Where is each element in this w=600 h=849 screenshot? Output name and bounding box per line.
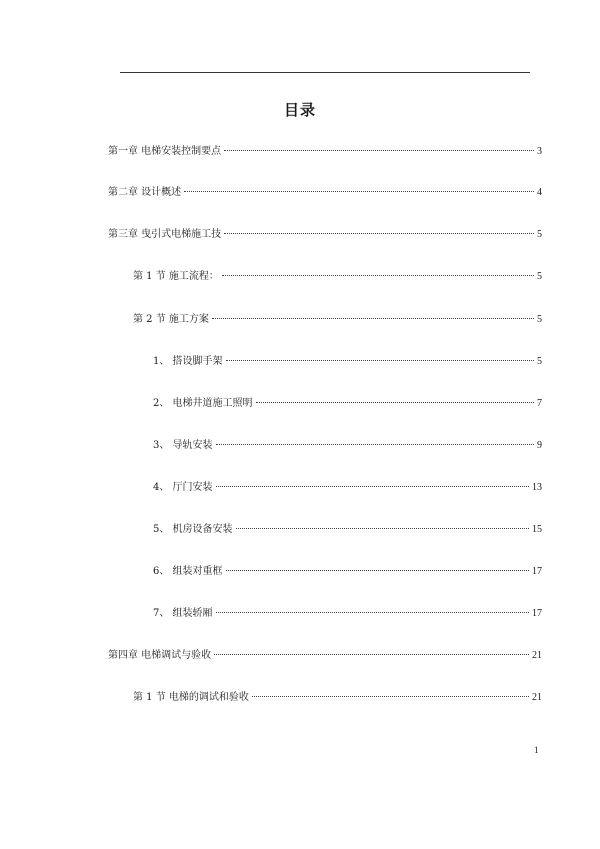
toc-entry-chapter-3[interactable] — [108, 228, 542, 242]
toc-entry-chapter-2[interactable] — [108, 186, 542, 200]
toc-entry-label: 第二章 设计概述 — [108, 187, 182, 198]
dot-leader — [216, 612, 529, 613]
toc-entry-label: 3、 导轨安装 — [153, 440, 213, 451]
toc-entry-section-4-1[interactable] — [133, 691, 542, 705]
toc-entry-page: 5 — [537, 271, 542, 282]
dot-leader — [236, 528, 529, 529]
page-title: 目录 — [283, 101, 316, 119]
toc-entry-label: 第 1 节 施工流程： — [133, 271, 219, 282]
toc-entry-label: 2、 电梯井道施工照明 — [153, 398, 253, 409]
dot-leader — [222, 275, 534, 276]
toc-entry-page: 17 — [532, 566, 542, 577]
dot-leader — [184, 191, 534, 192]
toc-entry-section-3-2[interactable] — [133, 313, 542, 327]
toc-entry-item-6[interactable] — [153, 565, 542, 579]
dot-leader — [226, 570, 529, 571]
toc-entry-label: 第三章 曳引式电梯施工技 — [108, 229, 222, 240]
toc-entry-page: 13 — [532, 482, 542, 493]
toc-entry-label: 第 2 节 施工方案 — [133, 314, 209, 325]
dot-leader — [214, 654, 529, 655]
toc-entry-item-4[interactable] — [153, 481, 542, 495]
toc-entry-page: 5 — [537, 229, 542, 240]
toc-entry-page: 21 — [532, 692, 542, 703]
toc-entry-label: 第四章 电梯调试与验收 — [108, 650, 212, 661]
toc-entry-label: 5、 机房设备安装 — [153, 524, 233, 535]
toc-entry-item-3[interactable] — [153, 439, 542, 453]
toc-entry-label: 7、 组装轿厢 — [153, 608, 213, 619]
dot-leader — [224, 150, 534, 151]
dot-leader — [252, 696, 529, 697]
toc-entry-item-2[interactable] — [153, 397, 542, 411]
toc-entry-item-1[interactable] — [153, 355, 542, 369]
toc-entry-page: 4 — [537, 187, 542, 198]
toc-entry-chapter-4[interactable] — [108, 649, 542, 663]
toc-entry-item-5[interactable] — [153, 523, 542, 537]
toc-entry-page: 3 — [537, 146, 542, 157]
dot-leader — [256, 402, 534, 403]
toc-entry-item-7[interactable] — [153, 607, 542, 621]
toc-entry-label: 第 1 节 电梯的调试和验收 — [133, 692, 249, 703]
toc-entry-section-3-1[interactable] — [133, 270, 542, 284]
dot-leader — [226, 360, 534, 361]
dot-leader — [216, 444, 534, 445]
dot-leader — [216, 486, 529, 487]
toc-entry-page: 5 — [537, 314, 542, 325]
toc-entry-label: 1、 搭设脚手架 — [153, 356, 223, 367]
toc-entry-label: 6、 组装对重框 — [153, 566, 223, 577]
toc-entry-label: 第一章 电梯安装控制要点 — [108, 146, 222, 157]
toc-entry-chapter-1[interactable] — [108, 145, 542, 159]
toc-entry-page: 9 — [537, 440, 542, 451]
dot-leader — [212, 318, 534, 319]
toc-entry-page: 5 — [537, 356, 542, 367]
page-number: 1 — [534, 745, 539, 755]
toc-entry-page: 7 — [537, 398, 542, 409]
toc-entry-page: 21 — [532, 650, 542, 661]
toc-entry-page: 15 — [532, 524, 542, 535]
toc-entry-page: 17 — [532, 608, 542, 619]
dot-leader — [224, 233, 534, 234]
toc-entry-label: 4、 厅门安装 — [153, 482, 213, 493]
